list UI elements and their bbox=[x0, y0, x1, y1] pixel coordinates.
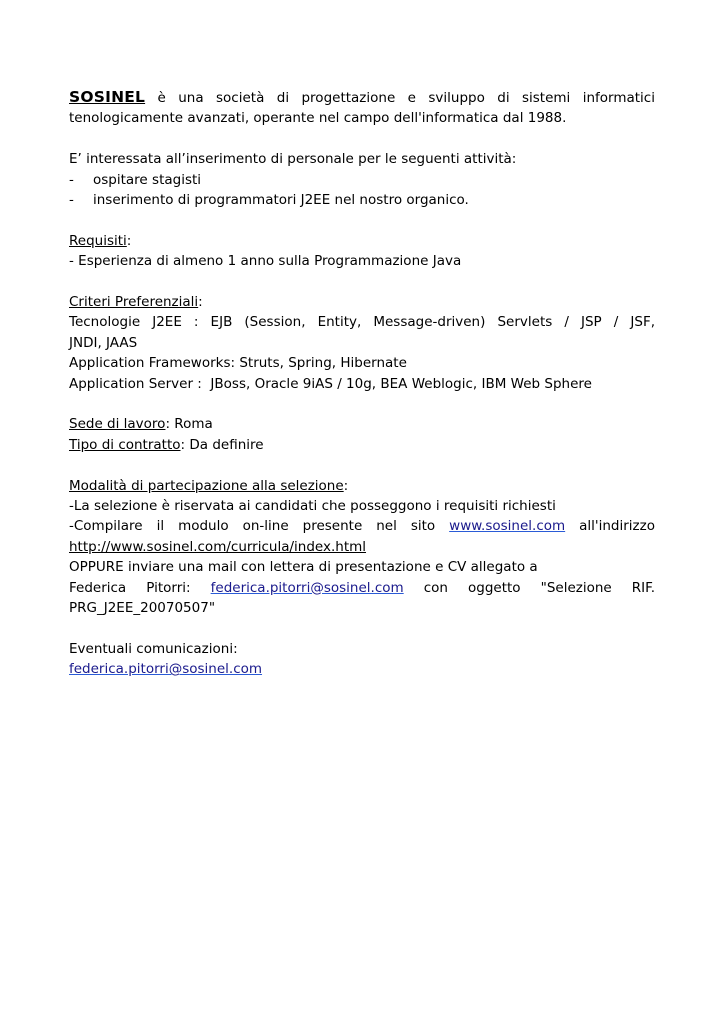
intro-line-1 bbox=[69, 87, 655, 108]
comunicazioni-email-link[interactable]: federica.pitorri@sosinel.com bbox=[69, 661, 263, 678]
criteri-heading bbox=[69, 292, 655, 312]
comunicazioni-label: Eventuali comunicazioni: bbox=[69, 640, 238, 657]
modalita-compile-line bbox=[69, 516, 655, 536]
list-item-text: inserimento di programmatori J2EE nel nostro organico. bbox=[93, 192, 469, 209]
modalita-heading bbox=[69, 476, 655, 496]
criteri-server: Application Server : JBoss, Oracle 9iAS / 10g, BEA Weblogic, IBM Web Sphere bbox=[69, 375, 592, 392]
oppure-line: OPPURE inviare una mail con lettera di presentazione e CV allegato a bbox=[69, 559, 538, 576]
work-info-section bbox=[69, 414, 655, 455]
modalita-colon: : bbox=[343, 477, 349, 494]
curricula-link[interactable]: http://www.sosinel.com/curricula/index.html bbox=[69, 538, 367, 555]
company-name: SOSINEL bbox=[69, 88, 146, 106]
compile-text: -Compilare il modulo on-line presente nel sito bbox=[69, 518, 436, 535]
criteri-colon: : bbox=[198, 294, 203, 311]
intro-line-1-text: è una società di progettazione e sviluppo di sistemi informatici bbox=[157, 90, 655, 106]
modalita-label: Modalità di partecipazione alla selezione bbox=[69, 477, 344, 494]
criteri-tech-line-1: Tecnologie J2EE : EJB (Session, Entity, Message-driven) Servlets / JSP / JSF, bbox=[69, 314, 655, 331]
document-page bbox=[69, 87, 655, 700]
modalita-section bbox=[69, 476, 655, 619]
site-link[interactable]: www.sosinel.com bbox=[449, 518, 566, 535]
requisiti-label: Requisiti bbox=[69, 232, 127, 249]
contratto-value: : Da definire bbox=[180, 436, 264, 453]
criteri-tech-line-2: JNDI, JAAS bbox=[69, 334, 138, 351]
list-item bbox=[69, 190, 655, 210]
contact-line bbox=[69, 578, 655, 598]
bullet-dash: - bbox=[69, 171, 74, 188]
requisiti-colon: : bbox=[126, 232, 132, 249]
modalita-line-1: -La selezione è riservata ai candidati che posseggono i requisiti richiesti bbox=[69, 498, 556, 515]
comunicazioni-email-line bbox=[69, 659, 655, 679]
requisiti-section bbox=[69, 231, 655, 272]
interest-lead: E’ interessata all’inserimento di personale per le seguenti attività: bbox=[69, 151, 517, 168]
contratto-line bbox=[69, 435, 655, 455]
comunicazioni-section bbox=[69, 639, 655, 680]
criteri-frameworks: Application Frameworks: Struts, Spring, Hibernate bbox=[69, 355, 407, 372]
compile-after: all'indirizzo bbox=[579, 518, 655, 535]
list-item-text: ospitare stagisti bbox=[93, 171, 202, 188]
intro-paragraph bbox=[69, 87, 655, 129]
subject-text: con oggetto "Selezione RIF. bbox=[423, 579, 656, 596]
subject-code: PRG_J2EE_20070507" bbox=[69, 600, 216, 617]
list-item bbox=[69, 170, 655, 190]
intro-line-2: tenologicamente avanzati, operante nel campo dell'informatica dal 1988. bbox=[69, 110, 567, 127]
contact-email-link[interactable]: federica.pitorri@sosinel.com bbox=[210, 579, 404, 596]
contact-name: Federica Pitorri: bbox=[69, 579, 191, 596]
requisiti-text: - Esperienza di almeno 1 anno sulla Programmazione Java bbox=[69, 253, 462, 270]
criteri-label: Criteri Preferenziali bbox=[69, 294, 199, 311]
sede-label: Sede di lavoro bbox=[69, 416, 166, 433]
requisiti-heading bbox=[69, 231, 655, 251]
curricula-line bbox=[69, 537, 655, 557]
interest-paragraph bbox=[69, 149, 655, 210]
sede-line bbox=[69, 414, 655, 434]
bullet-dash: - bbox=[69, 192, 74, 209]
criteri-section bbox=[69, 292, 655, 394]
sede-value: : Roma bbox=[165, 416, 213, 433]
contratto-label: Tipo di contratto bbox=[69, 436, 181, 453]
